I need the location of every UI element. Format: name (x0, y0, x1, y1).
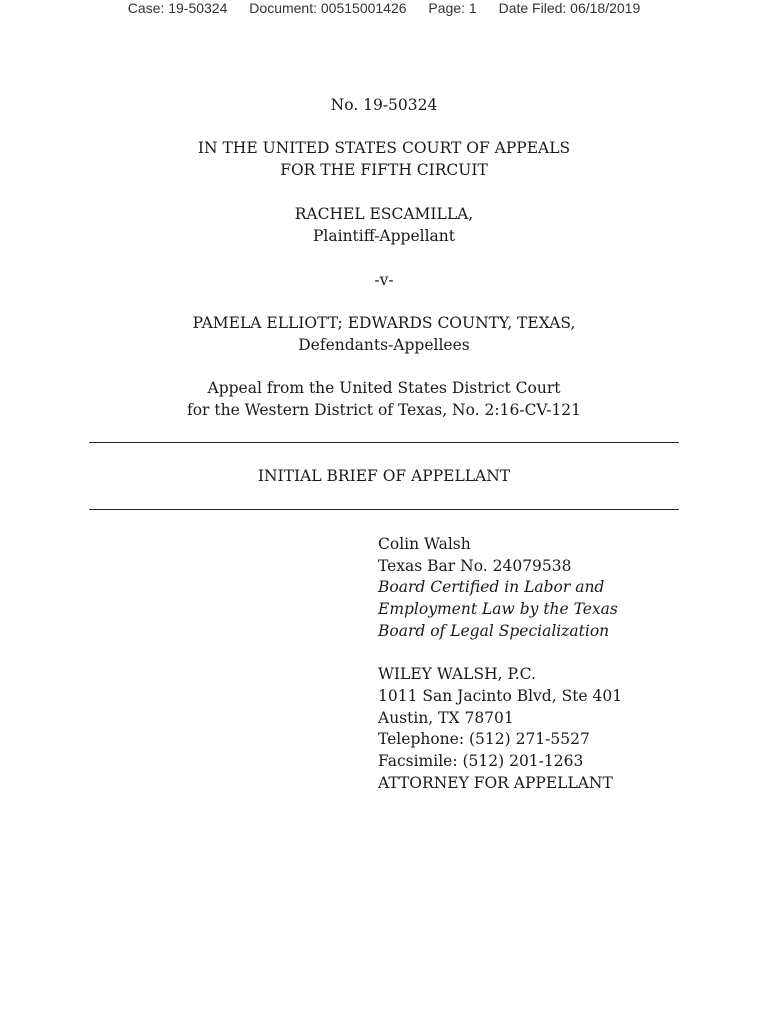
plaintiff-block (0, 203, 768, 247)
bar-number: Texas Bar No. 24079538 (378, 556, 572, 575)
page-number: Page: 1 (428, 0, 477, 16)
versus: -v- (374, 271, 394, 289)
attorney-name: Colin Walsh (378, 535, 471, 553)
telephone: Telephone: (512) 271-5527 (378, 730, 590, 749)
docket-number: No. 19-50324 (330, 96, 438, 114)
attorney-role: ATTORNEY FOR APPELLANT (378, 773, 613, 792)
facsimile: Facsimile: (512) 201-1263 (378, 751, 584, 770)
defendant-role: Defendants-Appellees (298, 336, 470, 354)
firm-name: WILEY WALSH, P.C. (378, 665, 536, 684)
defendant-names: PAMELA ELLIOTT; EDWARDS COUNTY, TEXAS, (192, 314, 576, 332)
top-divider (89, 442, 679, 443)
date-filed: Date Filed: 06/18/2019 (498, 0, 641, 16)
docket-number-block (0, 94, 768, 116)
certification-line-2: Employment Law by the Texas (378, 600, 618, 619)
brief-title: INITIAL BRIEF OF APPELLANT (257, 467, 511, 485)
document-number: Document: 00515001426 (249, 0, 407, 16)
appeal-line-1: Appeal from the United States District Court (207, 379, 561, 397)
plaintiff-role: Plaintiff-Appellant (312, 227, 456, 245)
court-name-line-2: FOR THE FIFTH CIRCUIT (280, 161, 488, 179)
court-name-line-1: IN THE UNITED STATES COURT OF APPEALS (197, 139, 571, 157)
address-line-1: 1011 San Jacinto Blvd, Ste 401 (378, 686, 623, 705)
spacer (378, 642, 758, 664)
filing-header (0, 0, 768, 18)
address-line-2: Austin, TX 78701 (378, 708, 514, 727)
defendant-block (0, 312, 768, 356)
attorney-block (378, 534, 758, 794)
bottom-divider (89, 509, 679, 510)
plaintiff-name: RACHEL ESCAMILLA, (294, 205, 474, 223)
versus-block (0, 269, 768, 291)
brief-title-block (0, 465, 768, 487)
court-name-block (0, 137, 768, 181)
certification-line-1: Board Certified in Labor and (378, 578, 605, 597)
appeal-block (0, 377, 768, 421)
appeal-line-2: for the Western District of Texas, No. 2:16-CV-121 (186, 401, 582, 419)
case-number: Case: 19-50324 (127, 0, 228, 16)
certification-line-3: Board of Legal Specialization (378, 621, 610, 640)
